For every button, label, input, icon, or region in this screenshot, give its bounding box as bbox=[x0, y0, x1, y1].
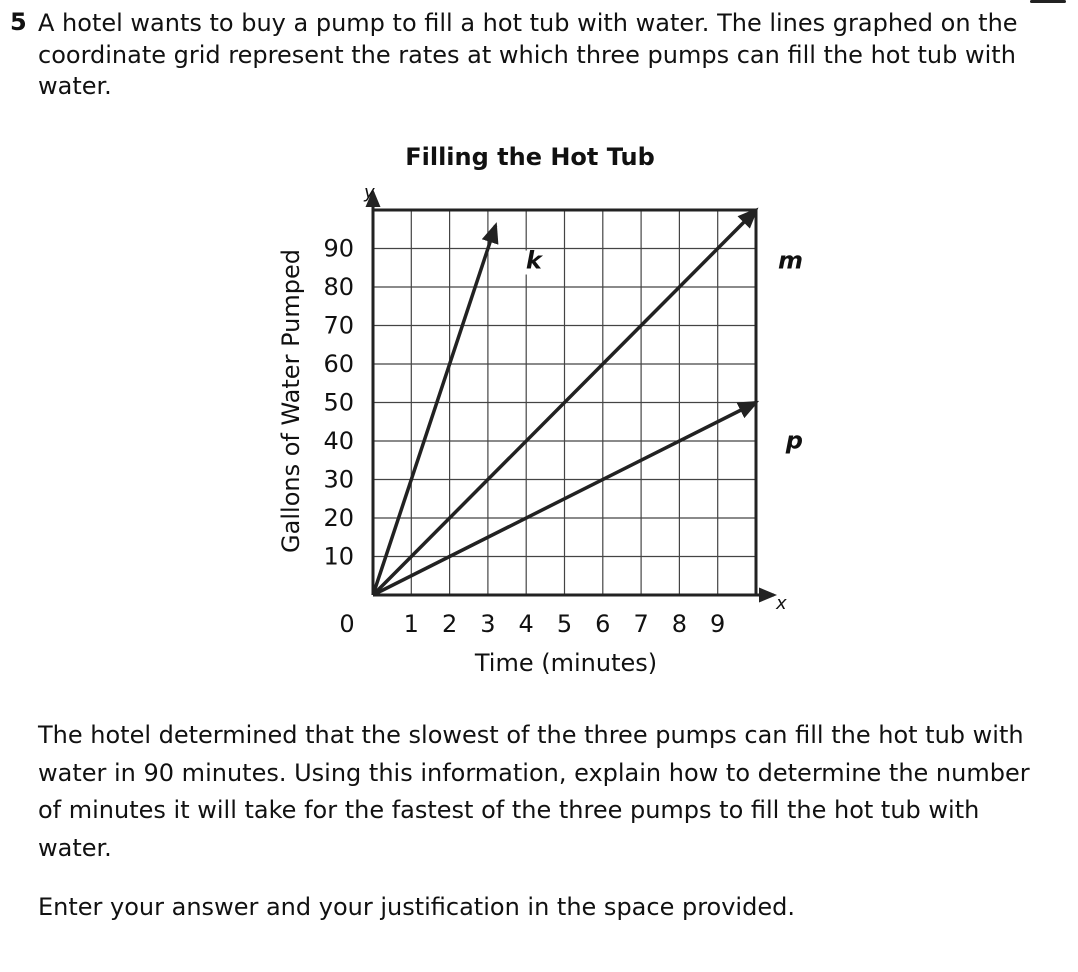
origin-label: 0 bbox=[339, 610, 355, 638]
y-tick-label: 10 bbox=[323, 542, 354, 571]
x-tick-label: 5 bbox=[556, 610, 573, 638]
y-tick-label: 30 bbox=[323, 465, 354, 494]
question-text: A hotel wants to buy a pump to fill a hot tub with water. The lines graphed on the coordinate grid represent the rates at which three pumps can fill the hot tub with water. bbox=[38, 9, 1018, 100]
question-number: 5 bbox=[10, 8, 27, 36]
series-label-k: k bbox=[525, 246, 542, 275]
x-tick-label: 6 bbox=[595, 610, 611, 638]
x-tick-label: 9 bbox=[710, 610, 726, 638]
y-tick-label: 80 bbox=[323, 273, 354, 301]
chart-title: Filling the Hot Tub bbox=[405, 143, 655, 171]
x-tick-label: 4 bbox=[518, 610, 534, 638]
x-tick-label: 1 bbox=[403, 610, 419, 638]
y-axis-letter: y bbox=[364, 182, 375, 203]
y-axis-title: Gallons of Water Pumped bbox=[277, 249, 305, 553]
x-tick-label: 8 bbox=[671, 610, 688, 638]
y-tick-label: 50 bbox=[323, 388, 354, 417]
series-line-k bbox=[373, 225, 496, 595]
x-tick-label: 2 bbox=[441, 610, 458, 638]
x-axis-letter: x bbox=[776, 593, 787, 614]
y-tick-label: 20 bbox=[323, 504, 354, 532]
axes bbox=[363, 182, 787, 614]
paragraph-instructions: Enter your answer and your justification in the space provided. bbox=[38, 893, 795, 921]
y-tick-label: 40 bbox=[323, 427, 354, 455]
y-tick-label: 70 bbox=[323, 311, 354, 340]
y-tick-label: 90 bbox=[323, 234, 354, 263]
series-label-m: m bbox=[777, 246, 803, 275]
x-axis-title: Time (minutes) bbox=[474, 649, 658, 677]
paragraph-explain: The hotel determined that the slowest of the three pumps can fill the hot tub with water in 90 minutes. Using this information, explain how to determine the number of minutes it will take for the fastest of the three pumps to fill the hot tub with water. bbox=[38, 721, 1030, 862]
series-label-p: p bbox=[785, 426, 803, 455]
axis-labels bbox=[277, 235, 725, 678]
x-tick-label: 7 bbox=[633, 610, 649, 638]
y-tick-label: 60 bbox=[323, 350, 354, 378]
x-tick-label: 3 bbox=[480, 610, 496, 638]
